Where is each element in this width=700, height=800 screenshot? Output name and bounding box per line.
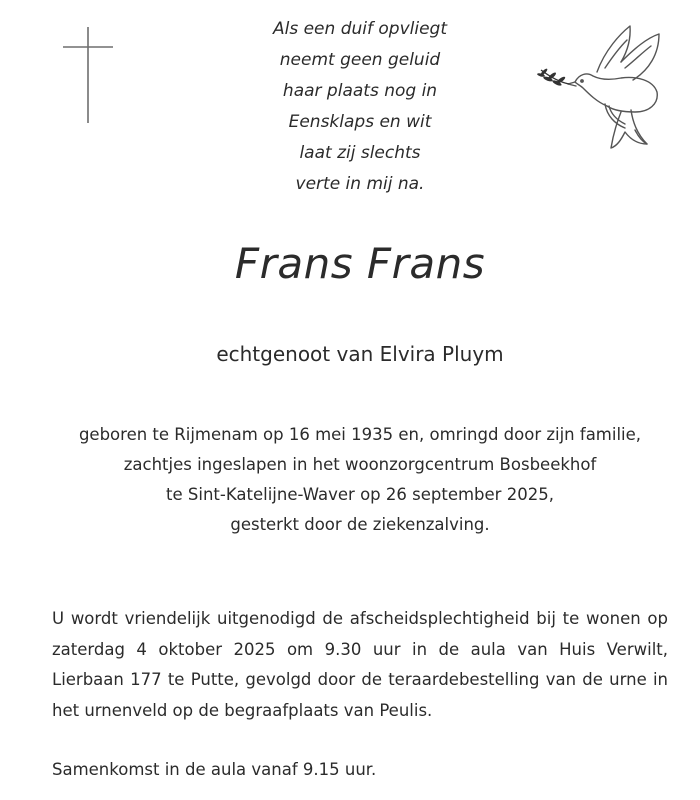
cross-icon xyxy=(55,25,125,135)
dove-icon xyxy=(535,20,670,155)
poem-line: verte in mij na. xyxy=(295,174,425,194)
deceased-name: Frans Frans xyxy=(234,239,486,288)
poem-line: laat zij slechts xyxy=(299,143,421,163)
poem-line: Eensklaps en wit xyxy=(288,112,432,132)
details-line: te Sint-Katelijne-Waver op 26 september 2025, xyxy=(166,485,554,504)
poem-line: haar plaats nog in xyxy=(282,81,438,101)
poem xyxy=(200,14,520,200)
gathering-note: Samenkomst in de aula vanaf 9.15 uur. xyxy=(52,760,377,779)
life-details xyxy=(40,420,680,540)
details-line: zachtjes ingeslapen in het woonzorgcentrum Bosbeekhof xyxy=(123,455,597,474)
spouse-line: echtgenoot van Elvira Pluym xyxy=(216,342,504,366)
poem-line: Als een duif opvliegt xyxy=(272,19,447,39)
invitation-paragraph: U wordt vriendelijk uitgenodigd de afscheidsplechtigheid bij te wonen op zaterdag 4 oktober 2025 om 9.30 uur in de aula van Huis Verwilt, Lierbaan 177 te Putte, gevolgd door de teraardebestelling van de urne in het urnenveld op de begraafplaats van Peulis. xyxy=(52,609,668,720)
details-line: geboren te Rijmenam op 16 mei 1935 en, omringd door zijn familie, xyxy=(78,425,642,444)
poem-line: neemt geen geluid xyxy=(279,50,441,70)
details-line: gesterkt door de ziekenzalving. xyxy=(230,515,490,534)
